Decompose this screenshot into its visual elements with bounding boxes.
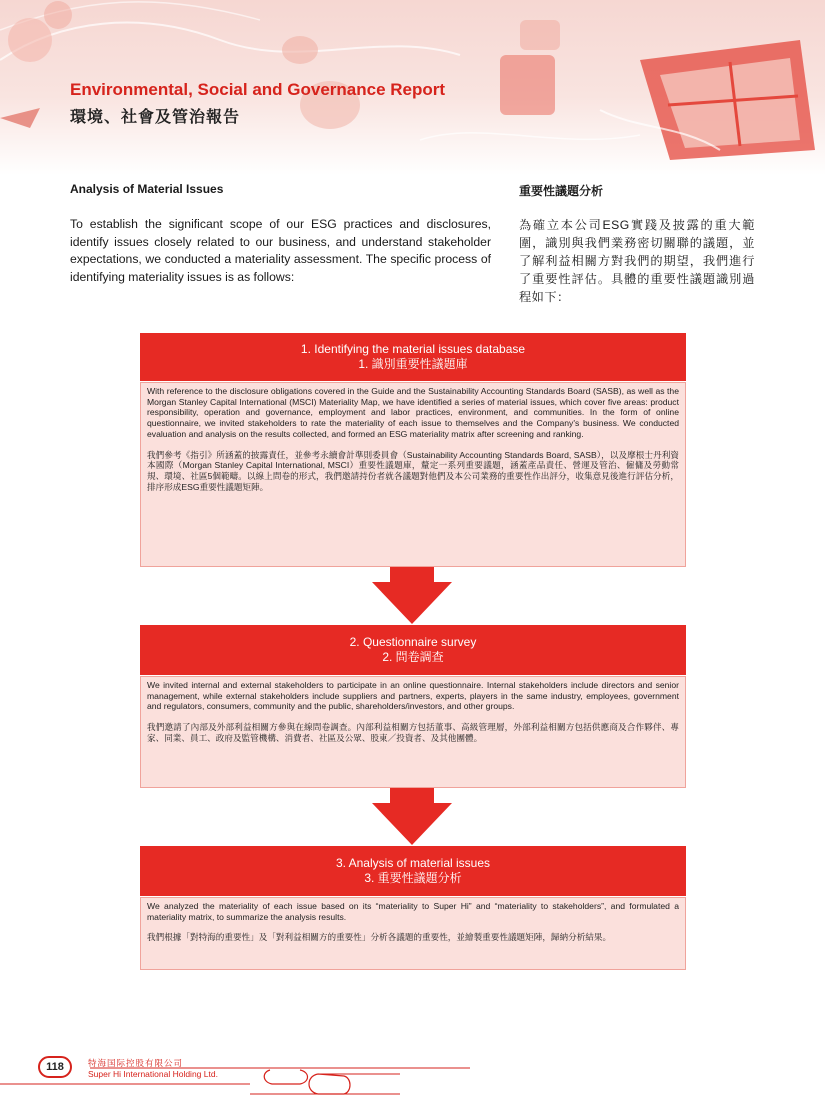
step-1-text-cn: 我們參考《指引》所涵蓋的披露責任，並參考永續會計準則委員會（Sustainability Accounting Standards Board, SASB），以及摩根士丹利資本國際（Morgan Stanley Capital International, MSCI）重要性議題庫，釐定一系列重要議題，涵蓋產品責任、營運及管治、僱傭及勞動常規、環境、社區5個範疇。以線上問卷的形式，我們邀請持份者就各議題對他們及本公司業務的重要性作出評分，收集意見後進行評估分析，排序形成ESG重要性議題矩陣。 [147, 449, 679, 492]
intro-paragraph-cn: 為確立本公司ESG實踐及披露的重大範圍，識別與我們業務密切關聯的議題，並了解利益相關方對我們的期望，我們進行了重要性評估。具體的重要性議題識別過程如下： [519, 218, 755, 304]
down-arrow-icon [372, 567, 452, 624]
step-2-title-cn: 2. 問卷調查 [382, 650, 444, 664]
step-1-text-en: With reference to the disclosure obligations covered in the Guide and the Sustainability Accounting Standards Board (SASB), as well as the Morgan Stanley Capital International (MSCI) Materiality Map, we have identified a series of material issues, which cover five areas: product responsibility, operation and governance, employment and labor practices, environment, and communities. In the form of online questionnaire, we invited stakeholders to rate the materiality of each issue to themselves and the Company's business. We conducted evaluation and analysis on the results collected, and formed an ESG materiality matrix after screening and ranking. [147, 386, 679, 439]
step-2-header [140, 625, 686, 675]
down-arrow-icon [372, 788, 452, 845]
step-1-body [140, 382, 686, 567]
step-3-text-en: We analyzed the materiality of each issue based on its “materiality to Super Hi” and “materiality to stakeholders”, and formulated a materiality matrix, to summarize the analysis results. [147, 901, 679, 922]
step-3-title-cn: 3. 重要性議題分析 [364, 871, 462, 885]
step-1-title-cn: 1. 識別重要性議題庫 [358, 357, 468, 371]
step-3-text-cn: 我們根據「對特海的重要性」及「對利益相關方的重要性」分析各議題的重要性，並繪製重要性議題矩陣，歸納分析結果。 [147, 932, 612, 943]
company-name-en: Super Hi International Holding Ltd. [88, 1069, 218, 1079]
step-2-text-en: We invited internal and external stakeholders to participate in an online questionnaire. Internal stakeholders include directors and senior management, while external stakeholders include suppliers and partners, experts, players in the same industry, employees, government and regulators, consumers, community and the public, shareholders/investors, and other groups. [147, 680, 679, 712]
report-title-cn: 環境、社會及管治報告 [70, 109, 241, 126]
step-2-body [140, 676, 686, 788]
section-heading-cn: 重要性議題分析 [519, 184, 604, 198]
step-3-title: 3. Analysis of material issues [335, 856, 491, 870]
intro-paragraph: To establish the significant scope of our ESG practices and disclosures, identify issues closely related to our business, and understand stakeholder expectations, we conducted a materiality assessment. The specific process of identifying materiality issues is as follows: [70, 217, 491, 284]
page-number: 118 [38, 1056, 72, 1078]
section-heading: Analysis of Material Issues [70, 182, 224, 196]
step-3-body [140, 897, 686, 970]
step-1-title: 1. Identifying the material issues database [300, 342, 526, 356]
report-title: Environmental, Social and Governance Report [70, 80, 446, 99]
step-2-text-cn: 我們邀請了內部及外部利益相關方參與在線問卷調查。內部利益相關方包括董事、高級管理層，外部利益相關方包括供應商及合作夥伴、專家、同業、員工、政府及監管機構、消費者、社區及公眾、股東／投資者、及其他團體。 [147, 722, 679, 743]
step-2-title: 2. Questionnaire survey [349, 635, 477, 649]
step-3-header [140, 846, 686, 896]
step-1-header [140, 333, 686, 381]
company-name-cn: 特海国际控股有限公司 [88, 1058, 184, 1068]
